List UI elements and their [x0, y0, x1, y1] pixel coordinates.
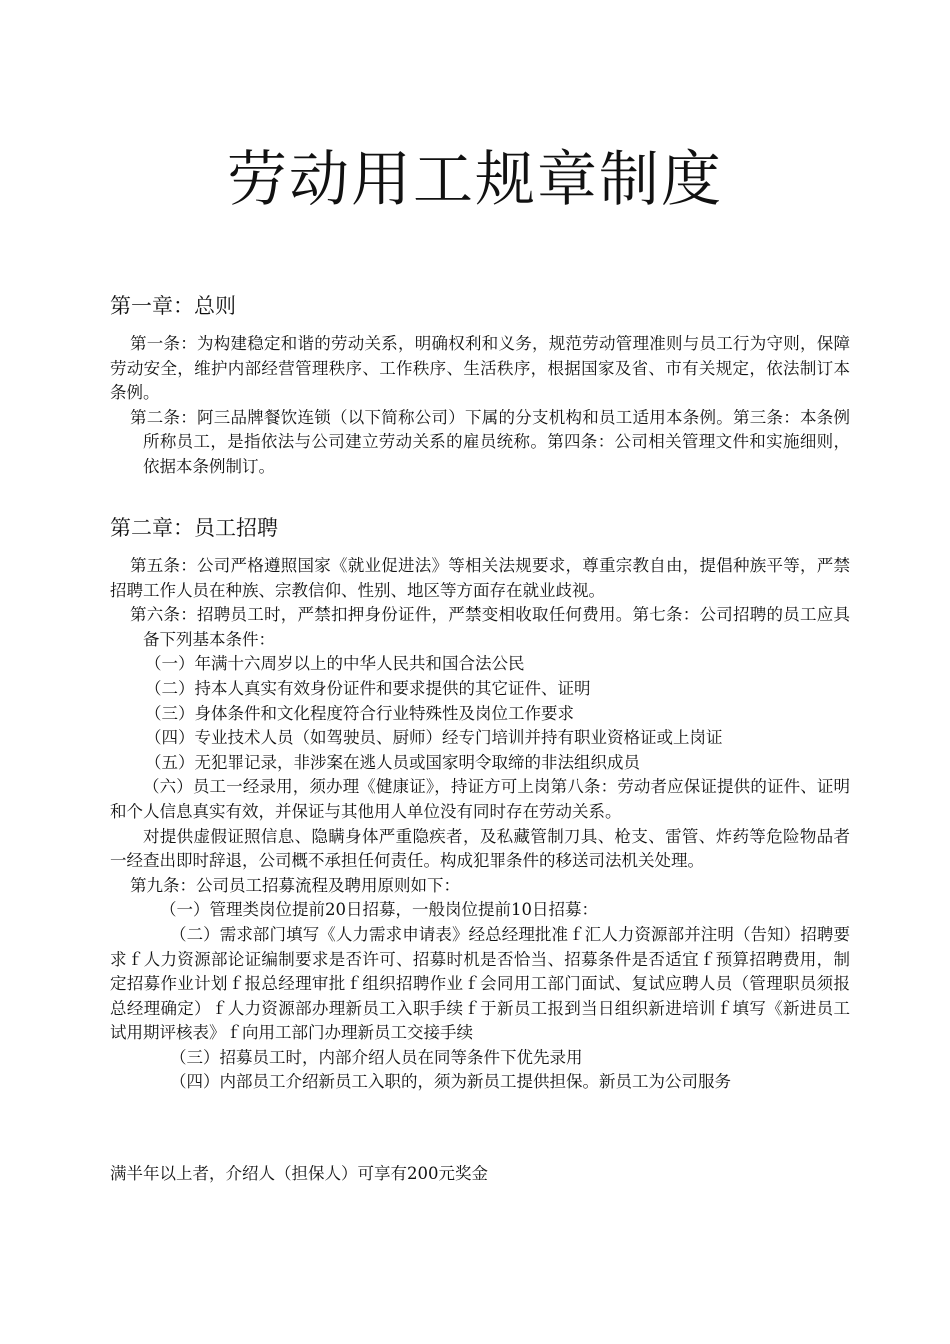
article-2-4-paragraph: 第二条：阿三品牌餐饮连锁（以下简称公司）下属的分支机构和员工适用本条例。第三条：本条例所称员工，是指依法与公司建立劳动关系的雇员统称。第四条：公司相关管理文件和实施细则，依据本条例制订。 — [130, 407, 850, 476]
false-info-paragraph: 对提供虚假证照信息、隐瞒身体严重隐疾者，及私藏管制刀具、枪支、雷管、炸药等危险物品者一经查出即时辞退，公司概不承担任何责任。构成犯罪条件的移送司法机关处理。 — [110, 826, 850, 871]
bonus-line: 满半年以上者，介绍人（担保人）可享有200元奖金 — [110, 1164, 488, 1183]
process-item-4: （四）内部员工介绍新员工入职的，须为新员工提供担保。新员工为公司服务 — [170, 1072, 731, 1092]
process-item-3: （三）招募员工时，内部介绍人员在同等条件下优先录用 — [170, 1047, 583, 1067]
chapter-1-body — [110, 332, 850, 480]
condition-item-1: （一）年满十六周岁以上的中华人民共和国合法公民 — [145, 654, 525, 674]
condition-item-6-article-8: （六）员工一经录用，须办理《健康证》，持证方可上岗第八条：劳动者应保证提供的证件、证明和个人信息真实有效，并保证与其他用人单位没有同时存在劳动关系。 — [110, 777, 850, 821]
condition-item-3: （三）身体条件和文化程度符合行业特殊性及岗位工作要求 — [145, 703, 574, 723]
condition-item-2: （二）持本人真实有效身份证件和要求提供的其它证件、证明 — [145, 678, 591, 698]
article-9-paragraph: 第九条：公司员工招募流程及聘用原则如下： — [130, 875, 460, 895]
process-item-2: （二）需求部门填写《人力需求申请表》经总经理批准ｆ汇人力资源部并注明（告知）招聘要求ｆ人力资源部论证编制要求是否许可、招募时机是否恰当、招募条件是否适宜ｆ预算招聘费用，制定招募作业计划ｆ报总经理审批ｆ组织招聘作业ｆ会同用工部门面试、复试应聘人员（管理职员须报总经理确定）ｆ人力资源部办理新员工入职手续ｆ于新员工报到当日组织新进培训ｆ填写《新进员工试用期评核表》ｆ向用工部门办理新员工交接手续 — [110, 924, 850, 1043]
article-1-paragraph: 第一条：为构建稳定和谐的劳动关系，明确权利和义务，规范劳动管理准则与员工行为守则，保障劳动安全，维护内部经营管理秩序、工作秩序、生活秩序，根据国家及省、市有关规定，依法制订本条例。 — [110, 334, 850, 403]
document-title: 劳动用工规章制度 — [227, 145, 723, 215]
chapter-2-body — [110, 554, 850, 1095]
chapter-2-heading: 第二章：员工招聘 — [110, 516, 278, 540]
process-item-1: （一）管理类岗位提前20日招募，一般岗位提前10日招募： — [160, 900, 598, 920]
condition-item-4: （四）专业技术人员（如驾驶员、厨师）经专门培训并持有职业资格证或上岗证 — [145, 728, 723, 748]
article-6-7-paragraph: 第六条：招聘员工时，严禁扣押身份证件，严禁变相收取任何费用。第七条：公司招聘的员工应具备下列基本条件： — [130, 605, 850, 649]
chapter-1-heading: 第一章：总则 — [110, 294, 236, 318]
condition-item-5: （五）无犯罪记录，非涉案在逃人员或国家明令取缔的非法组织成员 — [145, 752, 640, 772]
article-5-paragraph: 第五条：公司严格遵照国家《就业促进法》等相关法规要求，尊重宗教自由，提倡种族平等，严禁招聘工作人员在种族、宗教信仰、性别、地区等方面存在就业歧视。 — [110, 556, 850, 600]
